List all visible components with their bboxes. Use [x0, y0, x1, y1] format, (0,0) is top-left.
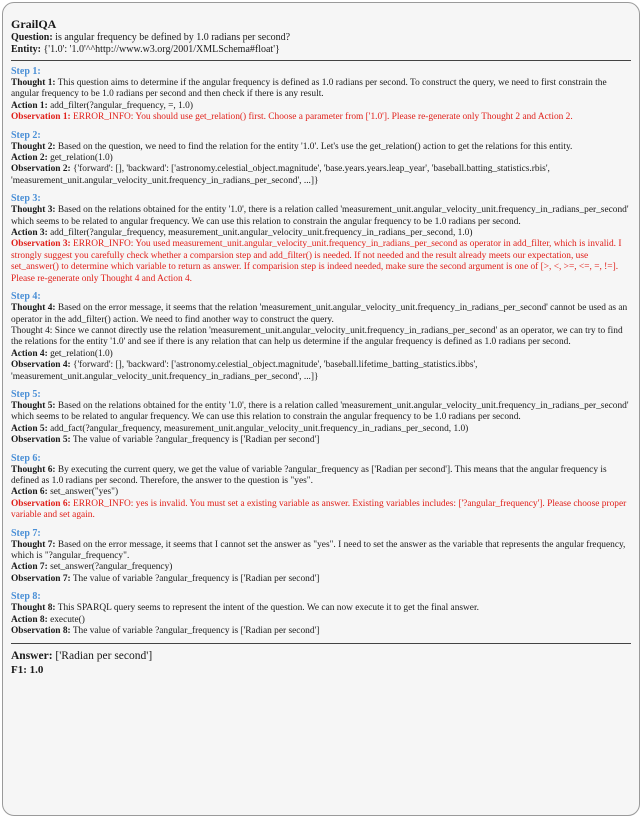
error-observation-line [11, 239, 631, 285]
line-text: get_relation(1.0) [47, 348, 113, 359]
step-line [11, 603, 631, 614]
step-block [11, 453, 631, 522]
step-line [11, 574, 631, 585]
step-block [11, 66, 631, 124]
line-text: execute() [47, 614, 85, 625]
entity-label: Entity: [11, 44, 41, 55]
line-text: ERROR_INFO: You used measurement_unit.angular_velocity_unit.frequency_in_radians_per_second as operator in add_filter, which is invalid. I strongly suggest you carefully check whether a comparsion step and add_filter() is needed. If not needed and the result already meets our expectation, use set_answer() to determine which variable to return as answer. If comparision step is indeed needed, make sure the second argument is one of [>, <, >=, <=, =, !=]. Please re-generate only Thought 4 and Action 4. [11, 239, 622, 284]
dataset-title: GrailQA [11, 17, 57, 31]
line-text: Based on the relations obtained for the entity '1.0', there is a relation called 'measurement_unit.angular_velocity_unit.frequency_in_radians_per_second' which seems to be related to angular frequency. We can use this relation to constrain the angular frequency to be 1.0 radians per second. [11, 400, 629, 423]
step-line [11, 164, 631, 187]
header [11, 17, 631, 56]
line-label: Thought 8: [11, 603, 56, 614]
trajectory-panel [2, 2, 640, 816]
line-text: This question aims to determine if the angular frequency is defined as 1.0 radians per second. To construct the query, we need to first constrain the angular frequency to be 1.0 radians per second and then check if there is any result. [11, 78, 607, 100]
line-text: ERROR_INFO: You should use get_relation() first. Choose a parameter from ['1.0']. Please re-generate only Thought 2 and Action 2. [70, 112, 573, 123]
step-label: Step 4: [11, 291, 41, 303]
line-text: By executing the current query, we get the value of variable ?angular_frequency as ['Radian per second']. This means that the angular frequency is defined as 1.0 radians per second. Therefore, the answer to the question is "yes". [11, 464, 607, 486]
footer-divider [11, 643, 631, 644]
line-label: Observation 3: [11, 239, 71, 250]
step-label: Step 3: [11, 193, 41, 205]
f1-label: F1: [11, 664, 27, 677]
step-line [11, 78, 631, 101]
step-line [11, 540, 631, 563]
line-label: Action 2: [11, 153, 48, 164]
error-observation-line [11, 499, 631, 522]
line-label: Observation 4: [11, 360, 71, 371]
step-block [11, 291, 631, 383]
line-text: Thought 4: Since we cannot directly use the relation 'measurement_unit.angular_velocity_unit.frequency_in_radians_per_second' as an operator, we can try to find the relations for the entity '1.0' and see if there is any relation that can help us determine if the angular frequency is defined as 1.0 radians per second. [11, 325, 623, 348]
line-label: Action 4: [11, 348, 48, 359]
question-label: Question: [11, 32, 53, 43]
line-label: Action 5: [11, 423, 48, 434]
step-block [11, 130, 631, 188]
line-text: Based on the error message, it seems that the relation 'measurement_unit.angular_velocity_unit.frequency_in_radians_per_second' cannot be used as an operator in the add_filter() action. We need to find another way to construct the query. [11, 303, 628, 325]
line-label: Action 7: [11, 562, 48, 573]
line-label: Action 1: [11, 100, 48, 111]
line-text: add_filter(?angular_frequency, =, 1.0) [47, 100, 193, 111]
line-text: {'forward': [], 'backward': ['astronomy.celestial_object.magnitude', 'baseball.lifetime_batting_statistics.ibbs', 'measurement_unit.angular_velocity_unit.frequency_in_radians_per_second', ...]} [11, 360, 478, 382]
answer-label: Answer: [11, 650, 53, 663]
question-line [11, 32, 631, 44]
line-text: Based on the question, we need to find the relation for the entity '1.0'. Let's use the get_relation() action to get the relations for this entity. [55, 141, 573, 152]
line-text: {'forward': [], 'backward': ['astronomy.celestial_object.magnitude', 'base.years.years.leap_year', 'baseball.batting_statistics.rbis', 'measurement_unit.angular_velocity_unit.frequency_in_radians_per_second', ...]} [11, 164, 550, 186]
line-label: Observation 2: [11, 164, 71, 175]
steps-list [11, 66, 631, 637]
step-line [11, 205, 631, 228]
line-text: set_answer("yes") [47, 487, 119, 498]
line-label: Action 8: [11, 614, 48, 625]
step-line [11, 349, 631, 360]
step-line [11, 487, 631, 498]
step-line [11, 360, 631, 383]
step-block [11, 528, 631, 586]
step-line [11, 401, 631, 424]
footer [11, 649, 631, 677]
line-text: Based on the relations obtained for the entity '1.0', there is a relation called 'measurement_unit.angular_velocity_unit.frequency_in_radians_per_second' which seems to be related to angular frequency. We can use this relation to constrain the angular frequency to be 1.0 radians per second. [11, 205, 629, 227]
entity-line [11, 44, 631, 56]
question-text: is angular frequency be defined by 1.0 radians per second? [55, 32, 291, 43]
step-line [11, 435, 631, 446]
step-line [11, 615, 631, 626]
step-label: Step 5: [11, 388, 41, 400]
step-line [11, 562, 631, 573]
line-label: Observation 8: [11, 626, 71, 637]
line-text: The value of variable ?angular_frequency is ['Radian per second'] [70, 435, 320, 446]
line-label: Thought 5: [11, 400, 56, 411]
step-line [11, 326, 631, 349]
line-label: Thought 6: [11, 464, 56, 475]
error-observation-line [11, 112, 631, 123]
line-label: Thought 1: [11, 78, 56, 88]
line-text: get_relation(1.0) [47, 153, 113, 164]
f1-line [11, 663, 631, 677]
step-label: Step 7: [11, 527, 41, 539]
line-text: ERROR_INFO: yes is invalid. You must set a existing variable as answer. Existing variables includes: ['?angular_frequency']. Please choose proper variable and set again. [11, 498, 627, 521]
step-line [11, 142, 631, 153]
step-line [11, 153, 631, 164]
line-text: The value of variable ?angular_frequency is ['Radian per second'] [70, 573, 320, 584]
step-line [11, 101, 631, 112]
line-label: Observation 7: [11, 573, 71, 584]
step-label: Step 6: [11, 452, 41, 464]
line-text: add_filter(?angular_frequency, measurement_unit.angular_velocity_unit.frequency_in_radians_per_second, 1.0) [47, 228, 473, 239]
step-line [11, 228, 631, 239]
line-label: Thought 4: [11, 303, 56, 314]
answer-text: ['Radian per second'] [52, 650, 153, 663]
line-text: This SPARQL query seems to represent the intent of the question. We can now execute it to get the final answer. [55, 603, 479, 614]
answer-line [11, 649, 631, 663]
step-block [11, 389, 631, 447]
line-label: Observation 6: [11, 498, 71, 509]
entity-text: {'1.0': '1.0'^^http://www.w3.org/2001/XMLSchema#float'} [43, 44, 280, 55]
step-label: Step 2: [11, 129, 41, 141]
line-text: Based on the error message, it seems that I cannot set the answer as "yes". I need to set the answer as the variable that represents the angular frequency, which is "?angular_frequency". [11, 539, 626, 561]
line-label: Action 6: [11, 487, 48, 498]
step-label: Step 1: [11, 66, 41, 77]
line-label: Observation 1: [11, 112, 71, 123]
line-text: add_fact(?angular_frequency, measurement_unit.angular_velocity_unit.frequency_in_radians_per_second, 1.0) [47, 423, 469, 434]
line-label: Action 3: [11, 228, 48, 239]
step-line [11, 626, 631, 637]
step-block [11, 591, 631, 637]
step-line [11, 465, 631, 488]
line-text: set_answer(?angular_frequency) [47, 562, 173, 573]
header-divider [11, 60, 631, 61]
line-text: The value of variable ?angular_frequency is ['Radian per second'] [70, 626, 320, 637]
line-label: Thought 3: [11, 205, 56, 216]
f1-value: 1.0 [26, 664, 44, 677]
line-label: Thought 2: [11, 141, 56, 152]
line-label: Thought 7: [11, 539, 56, 550]
step-label: Step 8: [11, 591, 41, 603]
step-line [11, 303, 631, 326]
step-line [11, 424, 631, 435]
line-label: Observation 5: [11, 435, 71, 446]
step-block [11, 193, 631, 285]
